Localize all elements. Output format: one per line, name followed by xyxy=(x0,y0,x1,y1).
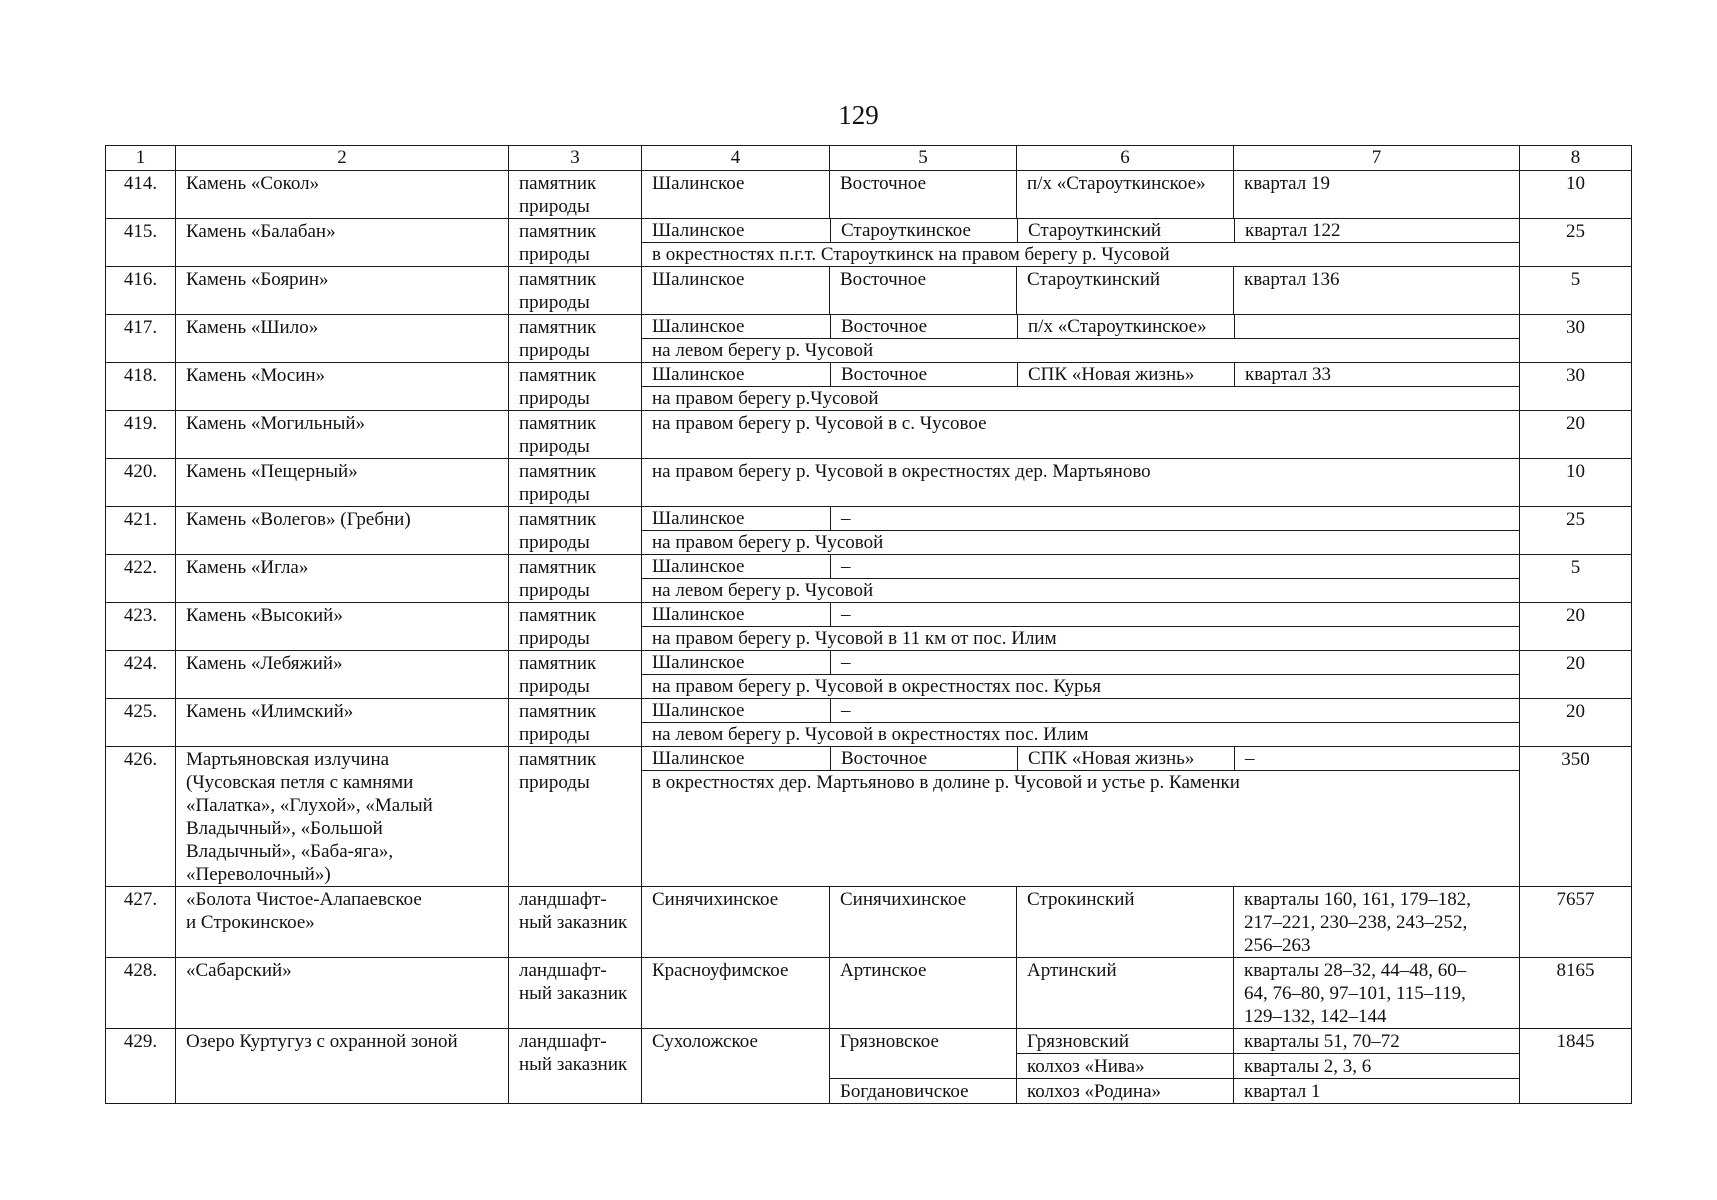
district: Шалинское xyxy=(642,267,830,315)
area-value: 20 xyxy=(1520,699,1632,747)
category: памятник природы xyxy=(509,267,642,315)
row-number: 425. xyxy=(106,699,176,747)
location-description: на правом берегу р. Чусовой в окрестностях пос. Курья xyxy=(652,676,1102,697)
quarters: кварталы 160, 161, 179–182, 217–221, 230–238, 243–252, 256–263 xyxy=(1234,887,1520,958)
table-row xyxy=(106,507,1632,555)
area-value: 8165 xyxy=(1520,958,1632,1029)
sub-forestry: колхоз «Нива» xyxy=(1017,1054,1234,1079)
quarters: – xyxy=(1234,747,1519,770)
area-value: 350 xyxy=(1520,747,1632,887)
category: памятник природы xyxy=(509,171,642,219)
sub-forestry: Артинский xyxy=(1017,958,1234,1029)
table-row xyxy=(106,315,1632,363)
quarters: квартал 19 xyxy=(1234,171,1520,219)
district: Сухоложское xyxy=(642,1029,830,1104)
table-row xyxy=(106,219,1632,267)
category: памятник природы xyxy=(509,219,642,267)
location-description: на левом берегу р. Чусовой в окрестностях пос. Илим xyxy=(652,724,1089,745)
row-number: 428. xyxy=(106,958,176,1029)
district: Шалинское xyxy=(652,556,745,577)
row-number: 415. xyxy=(106,219,176,267)
category: памятник природы xyxy=(509,315,642,363)
category: памятник природы xyxy=(509,699,642,747)
location-description: на правом берегу р.Чусовой xyxy=(652,388,879,409)
location-block xyxy=(642,747,1520,887)
quarters: квартал 33 xyxy=(1234,363,1519,386)
location-block xyxy=(642,699,1520,747)
table-row xyxy=(106,363,1632,411)
sub-forestry: СПК «Новая жизнь» xyxy=(1017,363,1234,386)
row-number: 417. xyxy=(106,315,176,363)
location-description: на правом берегу р. Чусовой в 11 км от пос. Илим xyxy=(652,628,1057,649)
sub-forestry: колхоз «Родина» xyxy=(1017,1079,1234,1104)
category: памятник природы xyxy=(509,651,642,699)
object-name: Озеро Куртугуз с охранной зоной xyxy=(176,1029,509,1104)
row-number: 424. xyxy=(106,651,176,699)
forestry: Восточное xyxy=(830,267,1017,315)
location-block xyxy=(642,651,1520,699)
location-description: в окрестностях дер. Мартьяново в долине р. Чусовой и устье р. Каменки xyxy=(652,772,1240,793)
area-value: 1845 xyxy=(1520,1029,1632,1104)
quarters xyxy=(1234,315,1519,338)
category: памятник природы xyxy=(509,603,642,651)
object-name: Камень «Мосин» xyxy=(176,363,509,411)
district: Шалинское xyxy=(652,652,745,673)
row-number: 429. xyxy=(106,1029,176,1104)
forestry: – xyxy=(830,603,1519,626)
area-value: 7657 xyxy=(1520,887,1632,958)
forestry: Восточное xyxy=(830,363,1017,386)
sub-forestry: Строкинский xyxy=(1017,887,1234,958)
district: Красноуфимское xyxy=(642,958,830,1029)
sub-forestry: Грязновский xyxy=(1017,1029,1234,1054)
table-row xyxy=(106,747,1632,887)
category: ландшафт- ный заказник xyxy=(509,1029,642,1104)
table-row xyxy=(106,651,1632,699)
forestry: Восточное xyxy=(830,171,1017,219)
forestry: Грязновское xyxy=(830,1029,1017,1079)
quarters: кварталы 28–32, 44–48, 60– 64, 76–80, 97–101, 115–119, 129–132, 142–144 xyxy=(1234,958,1520,1029)
district: Шалинское xyxy=(652,748,745,769)
quarters: кварталы 51, 70–72 xyxy=(1234,1029,1520,1054)
natural-monuments-table xyxy=(105,145,1632,1104)
location-description: на правом берегу р. Чусовой в окрестностях дер. Мартьяново xyxy=(642,459,1520,507)
area-value: 20 xyxy=(1520,651,1632,699)
area-value: 5 xyxy=(1520,555,1632,603)
column-header: 5 xyxy=(830,146,1017,171)
location-description: на левом берегу р. Чусовой xyxy=(652,340,874,361)
row-number: 426. xyxy=(106,747,176,887)
row-number: 423. xyxy=(106,603,176,651)
location-block xyxy=(642,555,1520,603)
category: памятник природы xyxy=(509,555,642,603)
district: Шалинское xyxy=(652,604,745,625)
category: ландшафт- ный заказник xyxy=(509,887,642,958)
object-name: «Болота Чистое-Алапаевское и Строкинское» xyxy=(176,887,509,958)
forestry: Староуткинское xyxy=(830,219,1017,242)
row-number: 416. xyxy=(106,267,176,315)
object-name: Камень «Лебяжий» xyxy=(176,651,509,699)
sub-forestry: п/х «Староуткинское» xyxy=(1017,171,1234,219)
object-name: Камень «Боярин» xyxy=(176,267,509,315)
forestry: – xyxy=(830,651,1519,674)
forestry: Богдановичское xyxy=(830,1079,1017,1104)
location-description: в окрестностях п.г.т. Староуткинск на правом берегу р. Чусовой xyxy=(652,244,1170,265)
object-name: Камень «Игла» xyxy=(176,555,509,603)
forestry: Синячихинское xyxy=(830,887,1017,958)
district: Шалинское xyxy=(652,508,745,529)
table-row xyxy=(106,699,1632,747)
quarters: квартал 1 xyxy=(1234,1079,1520,1104)
column-header: 2 xyxy=(176,146,509,171)
row-number: 414. xyxy=(106,171,176,219)
column-header: 6 xyxy=(1017,146,1234,171)
table-row xyxy=(106,555,1632,603)
object-name: Мартьяновская излучина (Чусовская петля с камнями «Палатка», «Глухой», «Малый Владычный», «Большой Владычный», «Баба-яга», «Переволочный») xyxy=(176,747,509,887)
location-description: на правом берегу р. Чусовой в с. Чусовое xyxy=(642,411,1520,459)
quarters: квартал 136 xyxy=(1234,267,1520,315)
column-header: 3 xyxy=(509,146,642,171)
row-number: 427. xyxy=(106,887,176,958)
page-number: 129 xyxy=(838,100,879,130)
sub-forestry: Староуткинский xyxy=(1017,219,1234,242)
location-block xyxy=(642,603,1520,651)
table-row xyxy=(106,603,1632,651)
category: ландшафт- ный заказник xyxy=(509,958,642,1029)
forestry: – xyxy=(830,555,1519,578)
area-value: 30 xyxy=(1520,315,1632,363)
quarters: кварталы 2, 3, 6 xyxy=(1234,1054,1520,1079)
location-description: на левом берегу р. Чусовой xyxy=(652,580,874,601)
sub-forestry: Староуткинский xyxy=(1017,267,1234,315)
district: Шалинское xyxy=(652,316,745,337)
row-number: 422. xyxy=(106,555,176,603)
table-row xyxy=(106,267,1632,315)
category: памятник природы xyxy=(509,411,642,459)
category: памятник природы xyxy=(509,747,642,887)
quarters: квартал 122 xyxy=(1234,219,1519,242)
area-value: 30 xyxy=(1520,363,1632,411)
table-row xyxy=(106,887,1632,958)
forestry: Артинское xyxy=(830,958,1017,1029)
table-row xyxy=(106,171,1632,219)
area-value: 20 xyxy=(1520,411,1632,459)
category: памятник природы xyxy=(509,459,642,507)
forestry: Восточное xyxy=(830,747,1017,770)
district: Шалинское xyxy=(652,364,745,385)
district: Шалинское xyxy=(642,171,830,219)
area-value: 10 xyxy=(1520,459,1632,507)
column-number-row xyxy=(106,146,1632,171)
area-value: 20 xyxy=(1520,603,1632,651)
object-name: Камень «Сокол» xyxy=(176,171,509,219)
category: памятник природы xyxy=(509,507,642,555)
row-number: 420. xyxy=(106,459,176,507)
table-row xyxy=(106,459,1632,507)
area-value: 5 xyxy=(1520,267,1632,315)
object-name: Камень «Высокий» xyxy=(176,603,509,651)
row-number: 419. xyxy=(106,411,176,459)
column-header: 8 xyxy=(1520,146,1632,171)
table-row xyxy=(106,411,1632,459)
sub-forestry: п/х «Староуткинское» xyxy=(1017,315,1234,338)
object-name: Камень «Пещерный» xyxy=(176,459,509,507)
column-header: 1 xyxy=(106,146,176,171)
table-row xyxy=(106,1029,1632,1054)
object-name: Камень «Могильный» xyxy=(176,411,509,459)
object-name: Камень «Балабан» xyxy=(176,219,509,267)
object-name: Камень «Илимский» xyxy=(176,699,509,747)
area-value: 25 xyxy=(1520,507,1632,555)
area-value: 25 xyxy=(1520,219,1632,267)
location-block xyxy=(642,363,1520,411)
district: Синячихинское xyxy=(642,887,830,958)
forestry: – xyxy=(830,507,1519,530)
location-description: на правом берегу р. Чусовой xyxy=(652,532,884,553)
row-number: 418. xyxy=(106,363,176,411)
column-header: 7 xyxy=(1234,146,1520,171)
location-block xyxy=(642,315,1520,363)
column-header: 4 xyxy=(642,146,830,171)
area-value: 10 xyxy=(1520,171,1632,219)
forestry: – xyxy=(830,699,1519,722)
category: памятник природы xyxy=(509,363,642,411)
forestry: Восточное xyxy=(830,315,1017,338)
object-name: Камень «Волегов» (Гребни) xyxy=(176,507,509,555)
district: Шалинское xyxy=(652,220,745,241)
table-row xyxy=(106,958,1632,1029)
district: Шалинское xyxy=(652,700,745,721)
location-block xyxy=(642,219,1520,267)
row-number: 421. xyxy=(106,507,176,555)
object-name: Камень «Шило» xyxy=(176,315,509,363)
sub-forestry: СПК «Новая жизнь» xyxy=(1017,747,1234,770)
location-block xyxy=(642,507,1520,555)
object-name: «Сабарский» xyxy=(176,958,509,1029)
